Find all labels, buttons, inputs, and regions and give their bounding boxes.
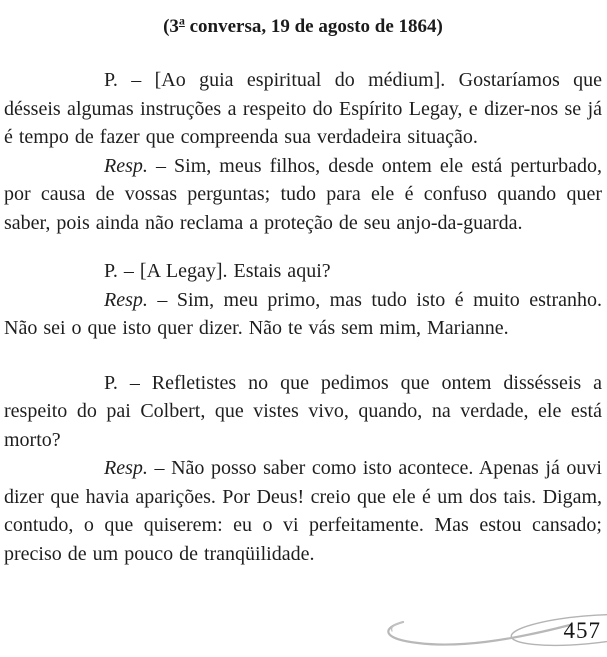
dialogue-block-2 (4, 257, 602, 343)
page-number: 457 (563, 618, 601, 643)
heading-prefix: (3 (163, 16, 179, 37)
conversation-heading (4, 12, 602, 41)
speaker-label-answer: Resp. (104, 288, 148, 311)
dialogue-block-3 (4, 369, 602, 569)
dialogue-question-3 (4, 369, 602, 455)
flourish-icon (0, 603, 607, 657)
dialogue-answer-2 (4, 286, 602, 343)
dialogue-answer-3 (4, 454, 602, 568)
speaker-label-question: P. (104, 260, 118, 282)
question-text: – Refletistes no que pedimos que ontem dissésseis a respeito do pai Colbert, que vistes vivo, quando, na verdade, ele está morto? (4, 371, 602, 451)
dialogue-question-2 (4, 257, 602, 286)
answer-text: – Sim, meus filhos, desde ontem ele está perturbado, por causa de vossas perguntas; tudo para ele é confuso quando quer saber, pois ainda não reclama a proteção de seu anjo-da-guarda. (4, 154, 602, 234)
answer-text: – Não posso saber como isto acontece. Apenas já ouvi dizer que havia aparições. Por Deus! creio que ele é um dos tais. Digam, contudo, o que quiserem: eu o vi perfeitamente. Mas estou cansado; preciso de um pouco de tranqüilidade. (4, 457, 602, 565)
speaker-label-question: P. (104, 371, 118, 394)
speaker-label-question: P. (104, 69, 118, 91)
dialogue-block-1 (4, 66, 602, 237)
speaker-label-answer: Resp. (104, 457, 148, 479)
answer-text: – Sim, meu primo, mas tudo isto é muito estranho. Não sei o que isto quer dizer. Não te vás sem mim, Marianne. (4, 288, 602, 339)
ordinal-indicator: a (178, 14, 185, 28)
heading-rest: conversa, 19 de agosto de 1864) (184, 16, 443, 37)
dialogue-question-1 (4, 66, 602, 152)
dialogue-body (4, 66, 602, 568)
question-text: – [A Legay]. Estais aqui? (117, 260, 331, 282)
dialogue-answer-1 (4, 152, 602, 238)
question-text: – [Ao guia espiritual do médium]. Gostaríamos que désseis algumas instruções a respeito do Espírito Legay, e dizer-nos se já é tempo de fazer que compreenda sua verdadeira situação. (4, 69, 602, 148)
speaker-label-answer: Resp. (104, 154, 148, 177)
